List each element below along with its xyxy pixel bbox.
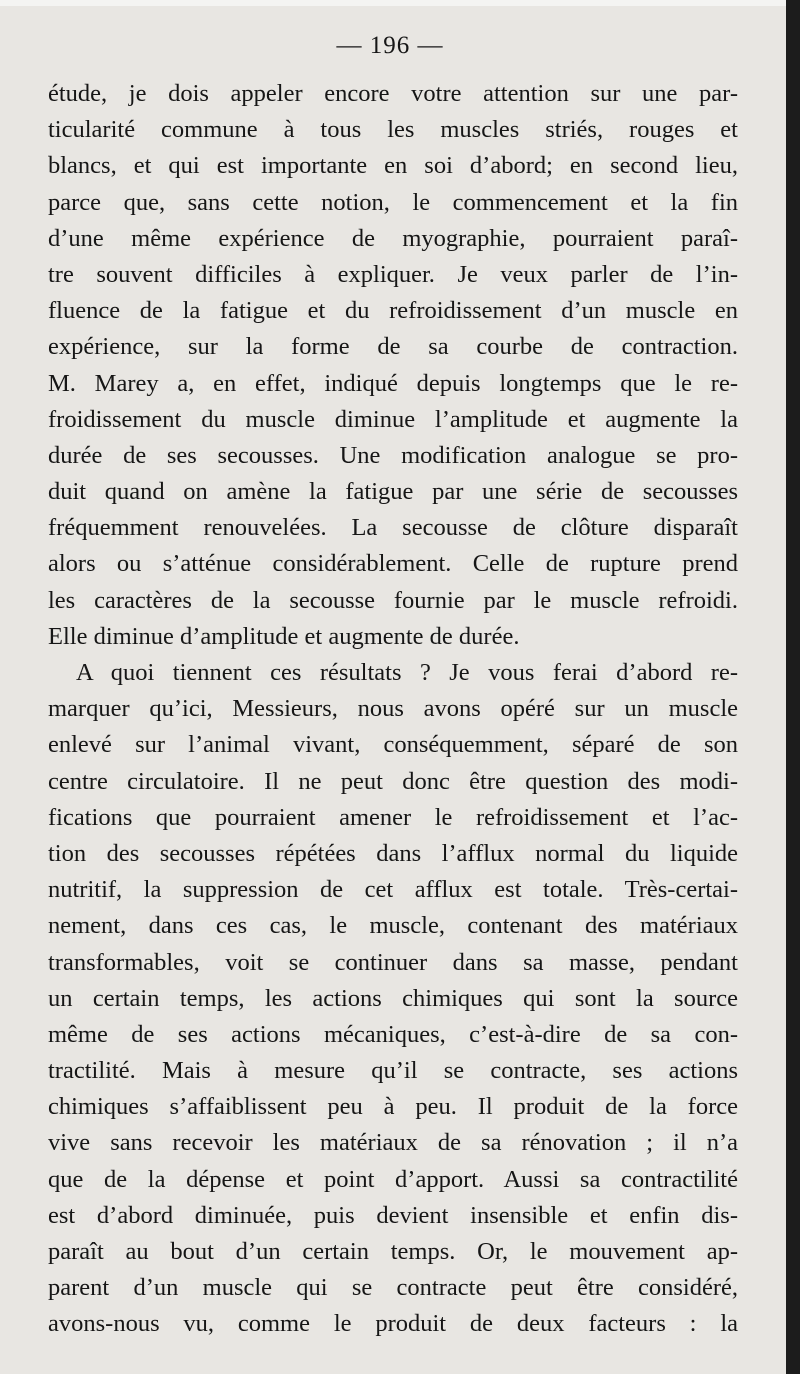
text-line: transformables, voit se continuer dans sa masse, pendant <box>48 948 738 976</box>
text-line: parce que, sans cette notion, le commencement et la fin <box>48 188 738 216</box>
page-top-edge <box>0 0 800 6</box>
text-line: même de ses actions mécaniques, c’est-à-dire de sa con- <box>48 1020 738 1048</box>
text-line: blancs, et qui est importante en soi d’abord; en second lieu, <box>48 152 738 180</box>
text-line: que de la dépense et point d’apport. Aussi sa contractilité <box>48 1165 738 1193</box>
text-line: tion des secousses répétées dans l’afflux normal du liquide <box>48 839 738 867</box>
text-line: fluence de la fatigue et du refroidissement d’un muscle en <box>48 297 738 325</box>
text-line: enlevé sur l’animal vivant, conséquemment, séparé de son <box>48 731 738 759</box>
text-line: nement, dans ces cas, le muscle, contenant des matériaux <box>48 912 738 940</box>
text-line: fréquemment renouvelées. La secousse de clôture disparaît <box>48 514 738 542</box>
text-line: d’une même expérience de myographie, pourraient paraî- <box>48 224 738 252</box>
text-line: parent d’un muscle qui se contracte peut être considéré, <box>48 1274 738 1302</box>
text-line: un certain temps, les actions chimiques qui sont la source <box>48 984 738 1012</box>
text-line: ticularité commune à tous les muscles striés, rouges et <box>48 116 738 144</box>
text-line: centre circulatoire. Il ne peut donc être question des modi- <box>48 767 738 795</box>
page-number: — 196 — <box>336 32 444 59</box>
text-line: les caractères de la secousse fournie par le muscle refroidi. <box>48 586 738 614</box>
text-line: chimiques s’affaiblissent peu à peu. Il produit de la force <box>48 1093 738 1121</box>
text-line: alors ou s’atténue considérablement. Celle de rupture prend <box>48 550 738 578</box>
text-line: vive sans recevoir les matériaux de sa rénovation ; il n’a <box>48 1129 738 1157</box>
page-right-edge <box>786 0 800 1374</box>
text-line: froidissement du muscle diminue l’amplitude et augmente la <box>48 405 738 433</box>
paragraph-start-line: A quoi tiennent ces résultats ? Je vous ferai d’abord re- <box>76 659 738 686</box>
text-line: tre souvent difficiles à expliquer. Je veux parler de l’in- <box>48 260 738 288</box>
text-line: tractilité. Mais à mesure qu’il se contracte, ses actions <box>48 1057 738 1085</box>
text-line: M. Marey a, en effet, indiqué depuis longtemps que le re- <box>48 369 738 397</box>
text-line: expérience, sur la forme de sa courbe de contraction. <box>48 333 738 361</box>
body-text <box>48 76 738 1343</box>
text-line: étude, je dois appeler encore votre attention sur une par- <box>48 80 738 107</box>
text-line: fications que pourraient amener le refroidissement et l’ac- <box>48 803 738 831</box>
text-line: nutritif, la suppression de cet afflux est totale. Très-certai- <box>48 876 738 904</box>
text-line: durée de ses secousses. Une modification analogue se pro- <box>48 441 738 469</box>
text-line: avons-nous vu, comme le produit de deux facteurs : la <box>48 1310 738 1338</box>
text-line: duit quand on amène la fatigue par une série de secousses <box>48 478 738 506</box>
text-line: marquer qu’ici, Messieurs, nous avons opéré sur un muscle <box>48 695 738 723</box>
paragraph-end-line: Elle diminue d’amplitude et augmente de durée. <box>48 622 520 650</box>
text-line: paraît au bout d’un certain temps. Or, le mouvement ap- <box>48 1238 738 1265</box>
text-line: est d’abord diminuée, puis devient insensible et enfin dis- <box>48 1201 738 1229</box>
